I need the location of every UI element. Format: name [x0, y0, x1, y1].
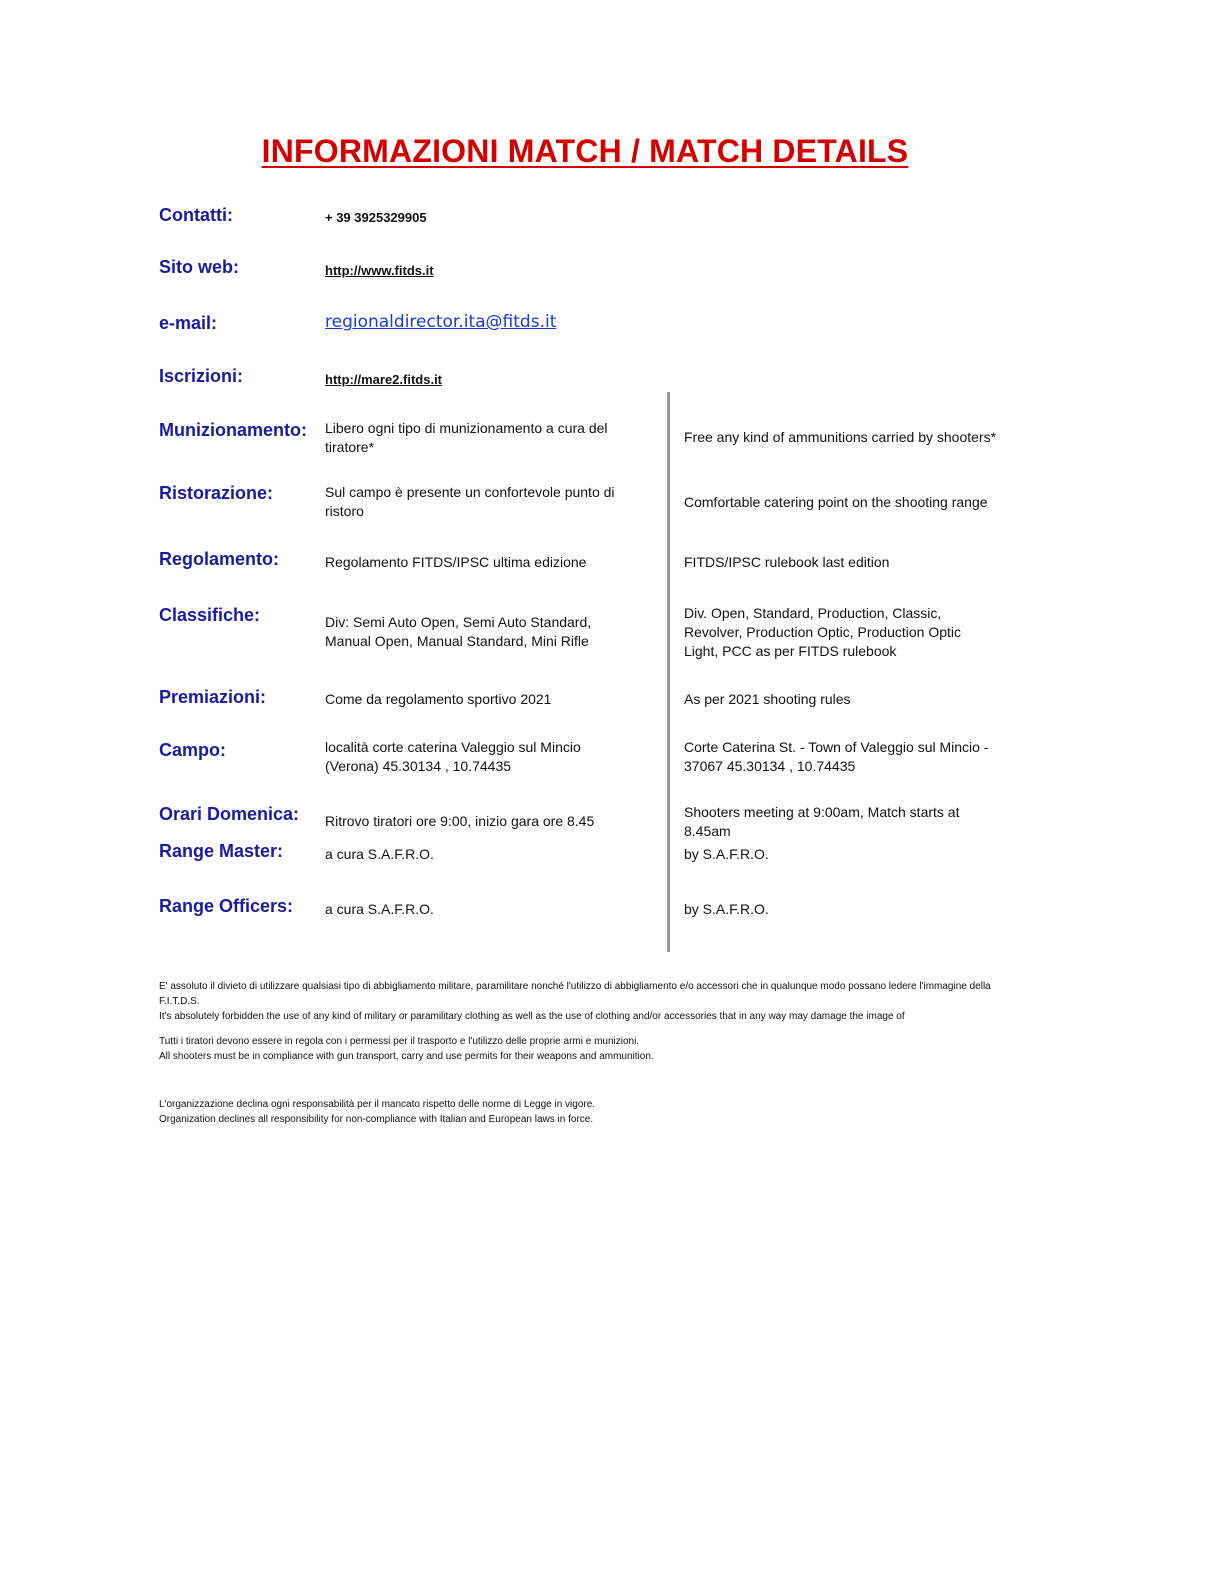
regolamento-it: Regolamento FITDS/IPSC ultima edizione — [325, 554, 587, 570]
regolamento-label: Regolamento: — [159, 549, 280, 569]
range-master-it: a cura S.A.F.R.O. — [325, 846, 434, 862]
orari-en: Shooters meeting at 9:00am, Match starts at 8.45am — [684, 804, 960, 839]
range-master-label: Range Master: — [159, 841, 284, 861]
premiazioni-label: Premiazioni: — [159, 687, 267, 707]
email-label: e-mail: — [159, 313, 218, 333]
note-permits-it: Tutti i tiratori devono essere in regola con i permessi per il trasporto e l'utilizzo delle proprie armi e munizioni. — [159, 1036, 640, 1047]
campo-it: località corte caterina Valeggio sul Mincio (Verona) 45.30134 , 10.74435 — [325, 739, 581, 774]
note-permits-en: All shooters must be in compliance with gun transport, carry and use permits for their weapons and ammunition. — [159, 1051, 654, 1062]
premiazioni-en: As per 2021 shooting rules — [684, 691, 851, 707]
range-officers-it: a cura S.A.F.R.O. — [325, 901, 434, 917]
range-master-en: by S.A.F.R.O. — [684, 846, 769, 862]
contatti-value: + 39 3925329905 — [325, 210, 427, 225]
classifiche-label: Classifiche: — [159, 605, 261, 625]
munizionamento-label: Munizionamento: — [159, 420, 307, 440]
campo-en: Corte Caterina St. - Town of Valeggio sul Mincio - 37067 45.30134 , 10.74435 — [684, 739, 989, 774]
contatti-label: Contatti: — [159, 205, 233, 225]
iscrizioni-link[interactable]: http://mare2.fitds.it — [325, 372, 443, 387]
note-liability-en: Organization declines all responsibility for non-compliance with Italian and European laws in force. — [159, 1114, 594, 1125]
classifiche-en: Div. Open, Standard, Production, Classic, Revolver, Production Optic, Production Optic Light, PCC as per FITDS rulebook — [684, 605, 962, 659]
orari-it: Ritrovo tiratori ore 9:00, inizio gara ore 8.45 — [325, 813, 595, 829]
orari-label: Orari Domenica: — [159, 804, 300, 824]
sito-web-label: Sito web: — [159, 257, 239, 277]
munizionamento-it: Libero ogni tipo di munizionamento a cura del tiratore* — [325, 420, 608, 455]
range-officers-en: by S.A.F.R.O. — [684, 901, 769, 917]
iscrizioni-label: Iscrizioni: — [159, 366, 244, 386]
note-liability-it: L'organizzazione declina ogni responsabilità per il mancato rispetto delle norme di Legge in vigore. — [159, 1099, 596, 1110]
email-link[interactable]: regionaldirector.ita@fitds.it — [325, 312, 557, 332]
classifiche-it: Div: Semi Auto Open, Semi Auto Standard, Manual Open, Manual Standard, Mini Rifle — [325, 614, 592, 649]
ristorazione-it: Sul campo è presente un confortevole punto di ristoro — [325, 484, 615, 519]
regolamento-en: FITDS/IPSC rulebook last edition — [684, 554, 890, 570]
range-officers-label: Range Officers: — [159, 896, 294, 916]
munizionamento-en: Free any kind of ammunitions carried by shooters* — [684, 429, 997, 445]
column-divider — [667, 392, 670, 952]
note-clothing-it: E' assoluto il divieto di utilizzare qualsiasi tipo di abbigliamento militare, paramilitare nonché l'utilizzo di abbigliamento e/o accessori che in qualunque modo possano ledere l'immagine della F.I.T.D.S. — [159, 981, 991, 1007]
ristorazione-label: Ristorazione: — [159, 483, 274, 503]
sito-web-link[interactable]: http://www.fitds.it — [325, 263, 434, 278]
campo-label: Campo: — [159, 740, 226, 760]
note-clothing-en: It's absolutely forbidden the use of any kind of military or paramilitary clothing as well as the use of clothing and/or accessories that in any way may damage the image of — [159, 1011, 905, 1022]
ristorazione-en: Comfortable catering point on the shooting range — [684, 494, 988, 510]
page-title: INFORMAZIONI MATCH / MATCH DETAILS — [261, 133, 909, 169]
premiazioni-it: Come da regolamento sportivo 2021 — [325, 691, 552, 707]
